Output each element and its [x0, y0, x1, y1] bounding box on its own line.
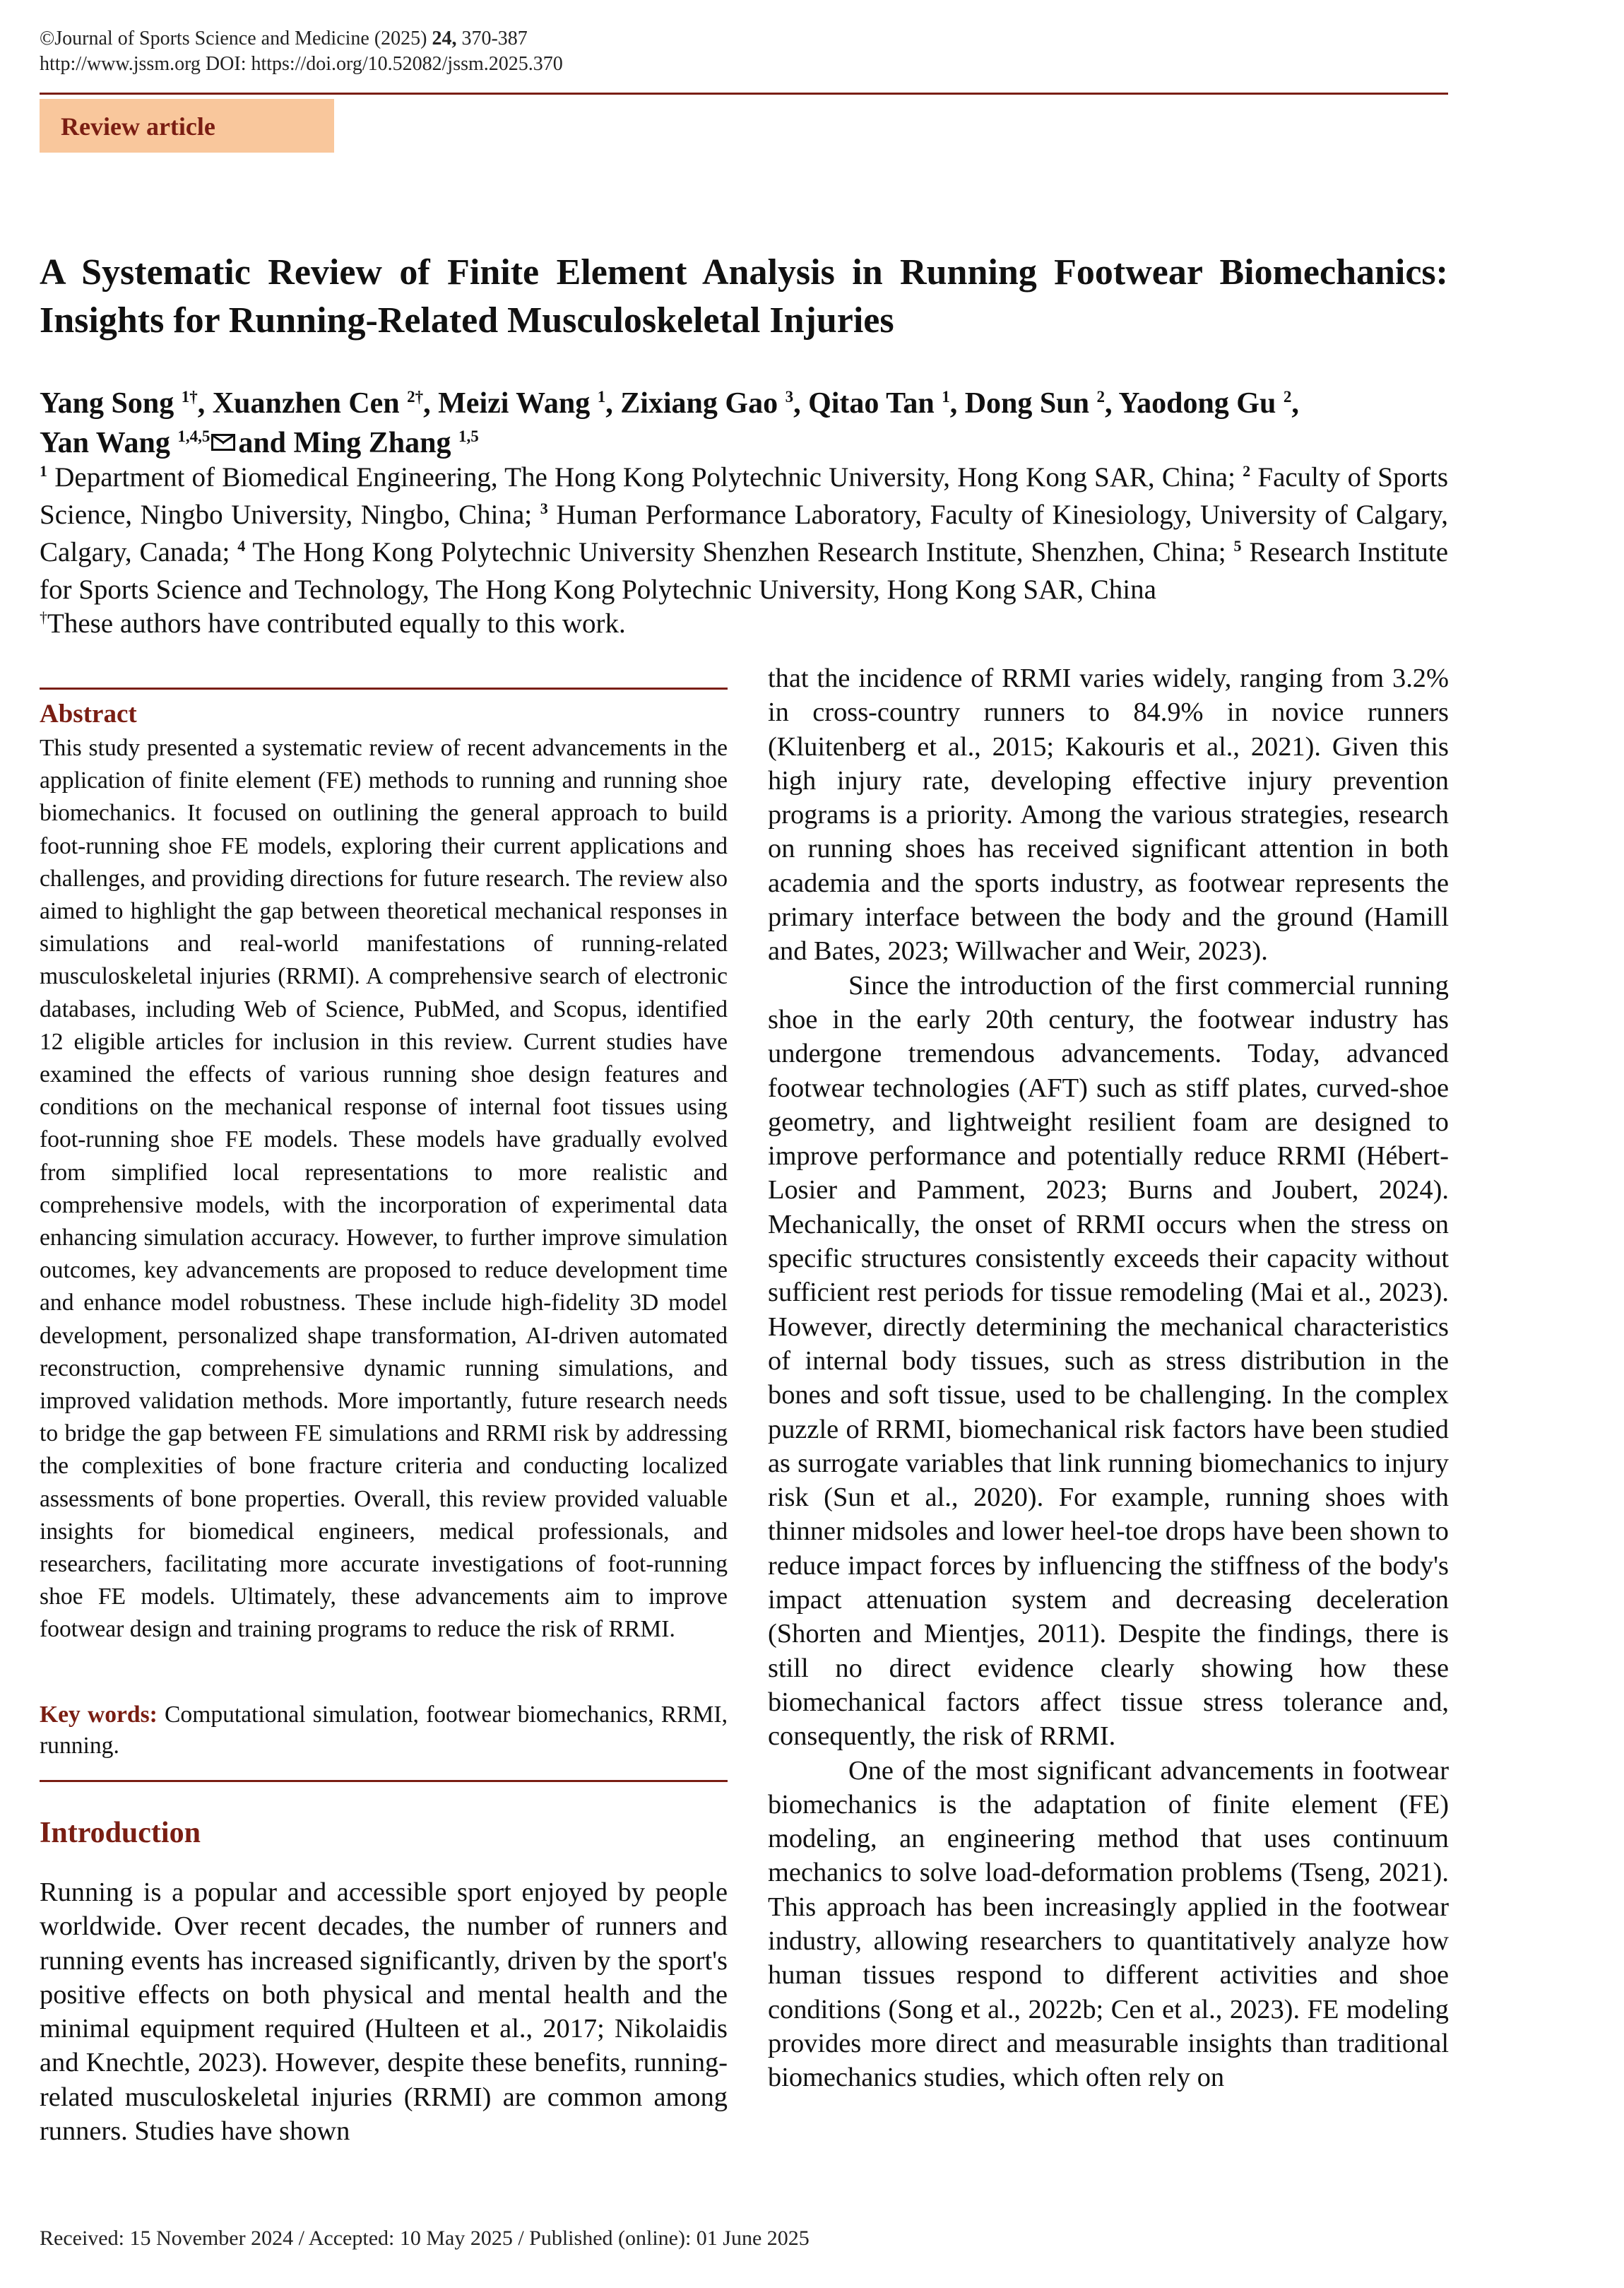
header-rule: [40, 93, 1448, 95]
doi-link[interactable]: DOI: https://doi.org/10.52082/jssm.2025.370: [200, 53, 563, 75]
author-name: Ming Zhang: [293, 427, 451, 459]
author-list: Yang Song $^{1\dagger}$, Xuanzhen Cen $^{2\dagger}$, Meizi Wang $^1$, Zixiang Gao $^3$, Qitao Tan $^1$, Dong Sun $^2$, Yaodong Gu $^2$, Yan Wang $^{1,4,5}$ and Ming Zhang $^{1,5}$: [40, 387, 1299, 459]
author-name: Yaodong Gu: [1118, 387, 1276, 420]
author-name: Meizi Wang: [438, 387, 591, 420]
author-affiliation-sup: 2†: [407, 388, 424, 406]
affiliation-number: 3: [540, 500, 548, 517]
affiliation-number: 1: [40, 462, 47, 480]
author-affiliation-sup: 1: [942, 388, 950, 406]
article-type-label: Review article: [61, 112, 215, 141]
author-name: Dong Sun: [964, 387, 1089, 420]
journal-pages: 370-387: [456, 28, 528, 49]
author-affiliation-sup: 1†: [181, 388, 198, 406]
affiliation-text: Human Performance Laboratory, Faculty of Kinesiology, University of Calgary, Calgary, Canada;: [40, 500, 1448, 567]
author-name: Zixiang Gao: [620, 387, 778, 420]
abstract-rule-top: [40, 688, 728, 690]
author-affiliation-sup: 1,4,5: [177, 427, 211, 445]
keywords: [40, 1699, 728, 1762]
introduction-heading: Introduction: [40, 1817, 201, 1849]
affiliation-text: Department of Biomedical Engineering, The Hong Kong Polytechnic University, Hong Kong SAR, China;: [54, 462, 1235, 493]
author-name: Qitao Tan: [808, 387, 935, 420]
affiliation-text: The Hong Kong Polytechnic University Shenzhen Research Institute, Shenzhen, China;: [252, 537, 1226, 567]
author-affiliation-sup: 3: [785, 388, 794, 406]
introduction-paragraph: Running is a popular and accessible sport enjoyed by people worldwide. Over recent decades, the number of runners and running events has increased significantly, driven by the sport's positive effects on both physical and mental health and the minimal equipment required (Hulteen et al., 2017; Nikolaidis and Knechtle, 2023). However, despite these benefits, running-related musculoskeletal injuries (RRMI) are common among runners. Studies have shown: [40, 1877, 728, 2147]
equal-contribution-text: These authors have contributed equally to this work.: [47, 608, 626, 639]
article-type-badge: [40, 99, 334, 153]
affiliation-number: 4: [237, 537, 246, 555]
author-affiliation-sup: 2: [1096, 388, 1105, 406]
abstract-text: This study presented a systematic review of recent advancements in the application of finite element (FE) methods to running and running shoe biomechanics. It focused on outlining the general approach to build foot-running shoe FE models, exploring their current applications and challenges, and providing directions for future research. The review also aimed to highlight the gap between theoretical mechanical responses in simulations and real-world manifestations of running-related musculoskeletal injuries (RRMI). A comprehensive search of electronic databases, including Web of Science, PubMed, and Scopus, identified 12 eligible articles for inclusion in this review. Current studies have examined the effects of various running shoe design features and conditions on the mechanical response of internal foot tissues using foot-running shoe FE models. These models have gradually evolved from simplified local representations to more realistic and comprehensive models, with the incorporation of experimental data enhancing simulation accuracy. However, to further improve simulation outcomes, key advancements are proposed to reduce development time and enhance model robustness. These include high-fidelity 3D model development, personalized shape transformation, AI-driven automated reconstruction, comprehensive dynamic running simulations, and improved validation methods. More importantly, future research needs to bridge the gap between FE simulations and RRMI risk by addressing the complexities of bone fracture criteria and conducting localized assessments of bone properties. Overall, this review provided valuable insights for biomedical engineers, medical professionals, and researchers, facilitating more accurate investigations of foot-running shoe FE models. Ultimately, these advancements aim to improve footwear design and training programs to reduce the risk of RRMI.: [40, 735, 728, 1643]
publication-dates: Received: 15 November 2024 / Accepted: 10 May 2025 / Published (online): 01 June 2025: [40, 2227, 810, 2250]
journal-website-link[interactable]: http://www.jssm.org: [40, 53, 201, 75]
author-name: Xuanzhen Cen: [212, 387, 400, 420]
author-affiliation-sup: 1: [597, 388, 606, 406]
abstract-heading: Abstract: [40, 700, 137, 729]
author-name: Yang Song: [40, 387, 174, 420]
journal-links: [40, 52, 563, 76]
body-paragraph: One of the most significant advancements in footwear biomechanics is the adaptation of finite element (FE) modeling, an engineering method that uses continuum mechanics to solve load-deformation problems (Tseng, 2021). This approach has been increasingly applied in the footwear industry, allowing researchers to quantitatively analyze how human tissues respond to different activities and shoe conditions (Song et al., 2022b; Cen et al., 2023). FE modeling provides more direct and measurable insights than traditional biomechanics studies, which often rely on: [768, 1755, 1449, 2093]
affiliation-number: 2: [1243, 462, 1251, 480]
author-affiliation-sup: 2: [1283, 388, 1292, 406]
journal-citation: [40, 27, 528, 51]
affiliation-text: Faculty of Sports Science, Ningbo University, Ningbo, China;: [40, 462, 1448, 530]
affiliation-number: 5: [1233, 537, 1242, 555]
author-connector: and: [238, 427, 287, 459]
body-paragraph: that the incidence of RRMI varies widely, ranging from 3.2% in cross-country runners to 84.9% in novice runners (Kluitenberg et al., 2015; Kakouris et al., 2021). Given this high injury rate, developing effective injury prevention programs is a priority. Among the various strategies, research on running shoes has received significant attention in both academia and the sports industry, as footwear represents the primary interface between the body and the ground (Hamill and Bates, 2023; Willwacher and Weir, 2023).: [768, 664, 1449, 967]
author-name: Yan Wang: [40, 427, 170, 459]
affiliations: [40, 461, 1448, 644]
affiliation-text: Research Institute for Sports Science and Technology, The Hong Kong Polytechnic University, Hong Kong SAR, China: [40, 537, 1449, 605]
email-icon[interactable]: [211, 434, 235, 451]
right-column: [768, 661, 1449, 2094]
journal-name: ©Journal of Sports Science and Medicine (2025): [40, 28, 432, 49]
keywords-label: Key words:: [40, 1702, 158, 1728]
article-title: A Systematic Review of Finite Element Analysis in Running Footwear Biomechanics: Insights for Running-Related Musculoskeletal Injuries: [40, 252, 1448, 341]
body-paragraph: Since the introduction of the first commercial running shoe in the early 20th century, the footwear industry has undergone tremendous advancements. Today, advanced footwear technologies (AFT) such as stiff plates, curved-shoe geometry, and lightweight resilient foam are designed to improve performance and potentially reduce RRMI (Hébert-Losier and Pamment, 2023; Burns and Joubert, 2024). Mechanically, the onset of RRMI occurs when the stress on specific structures consistently exceeds their capacity without sufficient rest periods for tissue remodeling (Mai et al., 2023). However, directly determining the mechanical characteristics of internal body tissues, such as stress distribution in the bones and soft tissue, used to be challenging. In the complex puzzle of RRMI, biomechanical risk factors have been studied as surrogate variables that link running biomechanics to injury risk (Sun et al., 2020). For example, running shoes with thinner midsoles and lower heel-toe drops have been shown to reduce impact forces by influencing the stiffness of the body's impact attenuation system and decreasing deceleration (Shorten and Mientjes, 2011). Despite the findings, there is still no direct evidence clearly showing how these biomechanical factors affect tissue stress tolerance and, consequently, the risk of RRMI.: [768, 970, 1449, 1752]
abstract-rule-bottom: [40, 1780, 728, 1782]
equal-contribution-note: [40, 607, 1448, 644]
dagger-mark: †: [40, 608, 47, 626]
journal-volume: 24,: [432, 28, 457, 49]
author-affiliation-sup: 1,5: [458, 427, 479, 445]
keywords-text: Computational simulation, footwear biomechanics, RRMI, running.: [40, 1702, 728, 1759]
